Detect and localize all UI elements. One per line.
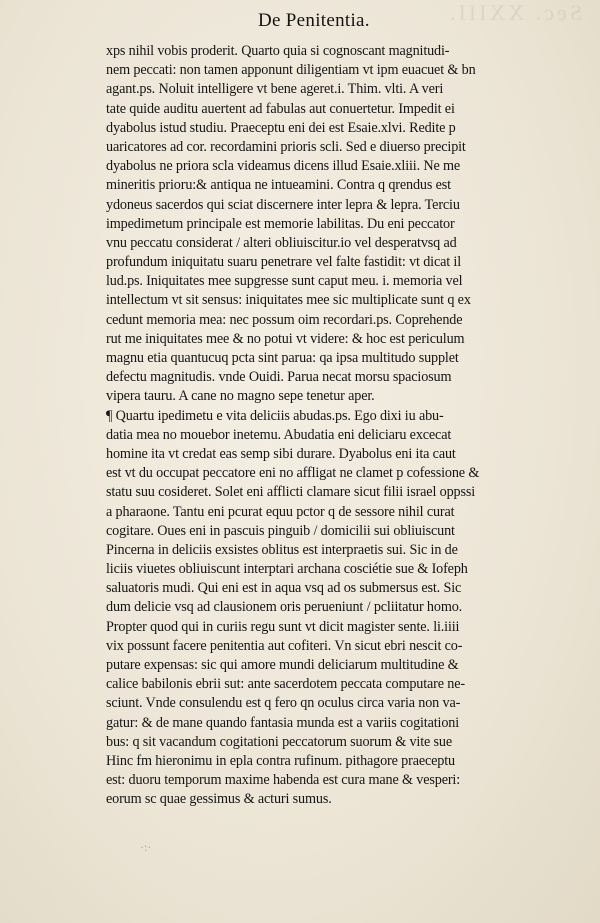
- text-line: saluatoris mudi. Qui eni est in aqua vsq ad os submersus est. Sic: [106, 580, 462, 597]
- text-line: est vt du occupat peccatore eni no affligat ne clamet p cofessione &: [106, 465, 480, 482]
- ink-smudge: ·:·: [140, 840, 152, 854]
- text-line: calice babilonis ebrii sut: ante sacerdotem peccata computare ne-: [106, 676, 465, 693]
- text-line: sciunt. Vnde consulendu est q fero qn oculus circa varia non va-: [106, 695, 461, 712]
- text-line: tate quide auditu auertent ad fabulas aut conuertetur. Impedit ei: [106, 100, 455, 117]
- text-line: statu suu cosideret. Solet eni afflicti clamare sicut filii israel oppssi: [106, 484, 475, 501]
- text-line: profundum iniquitatu suaru penetrare vel falte fastidit: vt dicat il: [106, 254, 462, 271]
- text-line: vix possunt facere penitentia aut cofiteri. Vn sicut ebri nescit co-: [106, 637, 463, 654]
- text-line: ¶ Quartu ipedimetu e vita deliciis abudas.ps. Ego dixi iu abu-: [106, 407, 444, 424]
- text-line: gatur: & de mane quando fantasia munda est a variis cogitationi: [106, 714, 460, 731]
- text-line: intellectum vt sit sensus: iniquitates mee sic multiplicate sunt q ex: [106, 292, 471, 309]
- text-line: cedunt memoria mea: nec possum oim recordari.ps. Coprehende: [106, 311, 463, 328]
- text-line: magnu etia quantucuq pcta sint parua: qa ipsa multitudo supplet: [106, 350, 459, 366]
- text-line: a pharaone. Tantu eni pcurat equu pctor q de sessore nihil curat: [106, 503, 455, 520]
- text-line: vnu peccatu considerat / alteri obliuiscitur.io vel desperatvsq ad: [106, 234, 457, 251]
- text-line: agant.ps. Noluit intelligere vt bene ageret.i. Thim. vlti. A veri: [106, 81, 444, 98]
- text-line: eorum sc quae gessimus & acturi sumus.: [106, 791, 332, 808]
- text-line: nem peccati: non tamen apponunt diligentiam vt ipm euacuet & bn: [106, 62, 476, 79]
- text-line: bus: q sit vacandum cogitationi peccatorum suorum & vite sue: [106, 733, 453, 750]
- body-text: [106, 42, 572, 810]
- text-line: rut me iniquitates mee & no potui vt videre: & hoc est periculum: [106, 330, 465, 347]
- text-line: ydoneus sacerdos qui sciat discernere inter lepra & lepra. Terciu: [106, 196, 460, 213]
- text-line: xps nihil vobis proderit. Quarto quia si cognoscant magnitudi-: [106, 43, 450, 59]
- text-line: datia mea no mouebor inetemu. Abudatia eni deliciaru excecat: [106, 426, 452, 443]
- running-head: De Penitentia.: [258, 10, 370, 31]
- text-line: mineritis prioru:& antiqua ne intueamini. Contra q qrendus est: [106, 177, 451, 194]
- text-line: dum delicie vsq ad clausionem oris perueniunt / pcliitatur homo.: [106, 599, 463, 616]
- text-line: dyabolus ne priora scla videamus dicens illud Esaie.xliii. Ne me: [106, 158, 461, 175]
- text-line: est: duoru temporum maxime habenda est cura mane & vesperi:: [106, 772, 460, 789]
- text-line: impedimetum principale est memorie labilitas. Du eni peccator: [106, 215, 455, 232]
- text-line: homine ita vt credat eas semp sibi durare. Dyabolus eni ita caut: [106, 445, 456, 462]
- text-line: uaricatores ad cor. recordamini prioris scli. Sed e diuerso precipit: [106, 138, 466, 155]
- text-line: putare expensas: sic qui amore mundi deliciarum multitudine &: [106, 657, 459, 673]
- text-line: vipera tauru. A cane no magno sepe tenetur aper.: [106, 388, 375, 405]
- text-line: Pincerna in deliciis exsistes oblitus est interpraetis sui. Sic in de: [106, 541, 458, 558]
- text-line: Hinc fm hieronimu in epla contra rufinum. pithagore praeceptu: [106, 752, 455, 769]
- bleed-through-text: Sec. XXIII.: [446, 0, 582, 25]
- text-line: dyabolus istud studiu. Praeceptu eni dei est Esaie.xlvi. Redite p: [106, 119, 456, 136]
- text-line: lud.ps. Iniquitates mee supgresse sunt caput meu. i. memoria vel: [106, 273, 463, 290]
- text-line: Propter quod qui in curiis regu sunt vt dicit magister sente. li.iiii: [106, 618, 460, 635]
- text-line: cogitare. Oues eni in pascuis pinguib / domicilii sui obliuiscunt: [106, 522, 455, 539]
- text-line: defectu magnitudis. vnde Ouidi. Parua necat morsu spaciosum: [106, 369, 452, 386]
- text-line: liciis viuetes obliuiscunt interptari archana cosciétie sue & Iofeph: [106, 561, 468, 578]
